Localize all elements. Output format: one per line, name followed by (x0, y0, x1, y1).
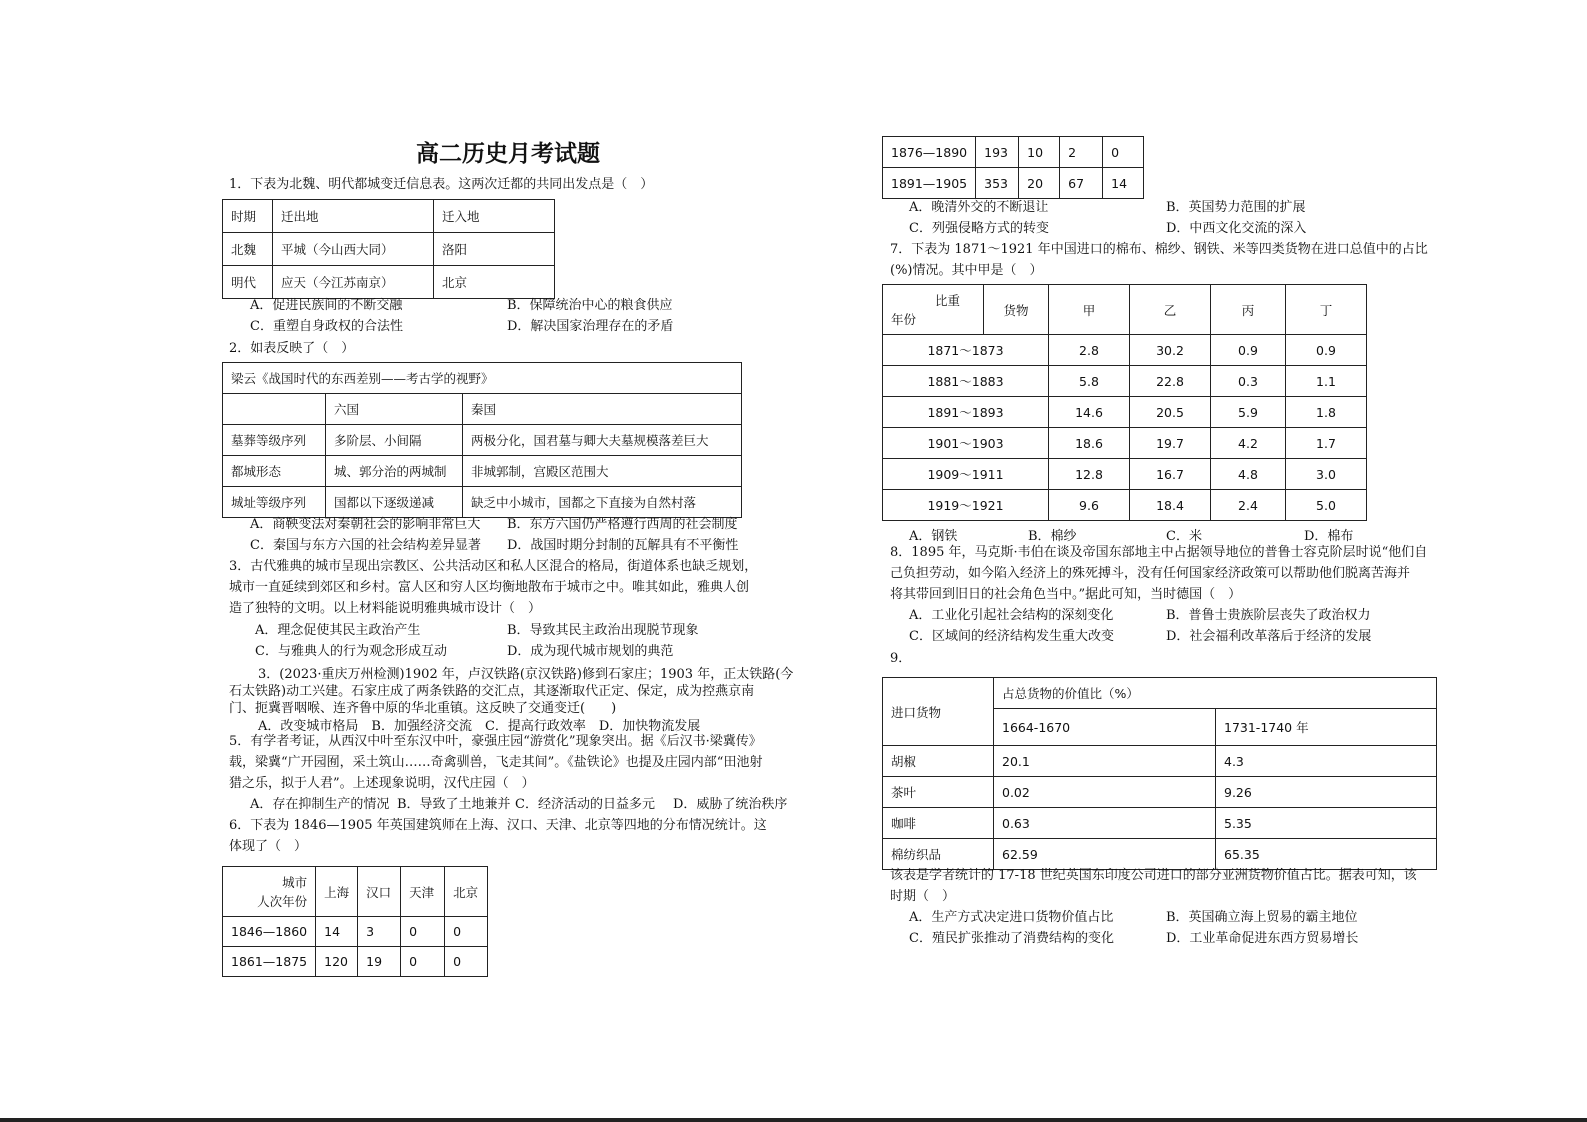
table-row (223, 917, 488, 947)
table-row (223, 233, 555, 266)
table-cell: 9.6 (1049, 490, 1130, 521)
table-cell: 4.3 (1216, 746, 1437, 777)
q4-line: 3．(2023·重庆万州检测)1902 年，卢汉铁路(京汉铁路)修到石家庄；1903 年，正太铁路(今 (258, 667, 794, 682)
q6-city-header: 汉口 (358, 867, 401, 917)
table-cell: 1.1 (1286, 366, 1367, 397)
q3-line: 造了独特的文明。以上材料能说明雅典城市设计（ ） (229, 601, 542, 616)
table-cell: 胡椒 (883, 746, 994, 777)
q4-line: 石太铁路)动工兴建。石家庄成了两条铁路的交汇点，其逐渐取代正定、保定，成为控燕京南 (229, 684, 755, 699)
table-cell: 1.7 (1286, 428, 1367, 459)
q9-option-d[interactable]: D．工业革命促进东西方贸易增长 (1166, 931, 1359, 946)
table-cell: 应天（今江苏南京） (273, 266, 434, 299)
q1-option-c[interactable]: C．重塑自身政权的合法性 (250, 319, 403, 334)
table-row (223, 266, 555, 299)
table-cell: 棉纺织品 (883, 839, 994, 870)
q1-header-cell: 迁入地 (434, 200, 555, 233)
table-cell: 非城郭制，宫殿区范围大 (463, 456, 742, 487)
q6-option-b[interactable]: B．英国势力范围的扩展 (1166, 200, 1306, 215)
q9-option-a[interactable]: A．生产方式决定进口货物价值占比 (909, 910, 1114, 925)
table-cell: 1846—1860 (223, 917, 316, 947)
table-cell: 0.02 (994, 777, 1216, 808)
table-cell: 9.26 (1216, 777, 1437, 808)
q7-col-header: 丁 (1286, 285, 1367, 335)
table-cell: 1891～1893 (883, 397, 1049, 428)
q2-stem: 2．如表反映了（ ） (229, 341, 355, 356)
table-cell: 都城形态 (223, 456, 326, 487)
table-cell: 咖啡 (883, 808, 994, 839)
table-row (883, 366, 1367, 397)
table-cell: 0 (1103, 137, 1144, 168)
table-cell: 18.6 (1049, 428, 1130, 459)
table-cell: 0.3 (1211, 366, 1286, 397)
q3-line: 3．古代雅典的城市呈现出宗教区、公共活动区和私人区混合的格局，街道体系也缺乏规划， (229, 559, 758, 574)
q9-period: 1731-1740 年 (1216, 709, 1437, 746)
q2-header-cell: 秦国 (463, 394, 742, 425)
table-cell: 洛阳 (434, 233, 555, 266)
q2-option-c[interactable]: C．秦国与东方六国的社会结构差异显著 (250, 538, 481, 553)
table-cell: 19.7 (1130, 428, 1211, 459)
table-cell: 20.1 (994, 746, 1216, 777)
table-cell: 193 (976, 137, 1019, 168)
table-cell: 5.8 (1049, 366, 1130, 397)
table-cell: 353 (976, 168, 1019, 199)
q7-line: (%)情况。其中甲是（ ） (890, 263, 1043, 278)
table-cell: 16.7 (1130, 459, 1211, 490)
table-cell: 1901～1903 (883, 428, 1049, 459)
q8-line: 将其带回到旧日的社会角色当中。”据此可知，当时德国（ ） (890, 587, 1242, 602)
q3-option-a[interactable]: A．理念促使其民主政治产生 (255, 623, 421, 638)
table-cell: 4.2 (1211, 428, 1286, 459)
q1-stem: 1．下表为北魏、明代都城变迁信息表。这两次迁都的共同出发点是（ ） (229, 177, 654, 192)
q1-header-cell: 时期 (223, 200, 273, 233)
table-cell: 0 (401, 947, 445, 977)
table-cell: 北京 (434, 266, 555, 299)
table-row (883, 459, 1367, 490)
table-cell: 10 (1019, 137, 1060, 168)
table-cell: 0 (401, 917, 445, 947)
table-cell: 1891—1905 (883, 168, 976, 199)
q7-col-header: 甲 (1049, 285, 1130, 335)
q6-corner-cell (223, 867, 316, 917)
q4-line: 门、扼冀晋咽喉、连齐鲁中原的华北重镇。这反映了交通变迁( ) (229, 701, 617, 716)
table-row (223, 487, 742, 518)
table-cell: 国都以下逐级递减 (326, 487, 463, 518)
q7-col-header: 丙 (1211, 285, 1286, 335)
table-cell: 30.2 (1130, 335, 1211, 366)
q6-line: 体现了（ ） (229, 839, 308, 854)
q1-option-d[interactable]: D．解决国家治理存在的矛盾 (507, 319, 674, 334)
q4-options[interactable]: A．改变城市格局 B．加强经济交流 C．提高行政效率 D．加快物流发展 (258, 719, 701, 734)
q7-table (882, 284, 1367, 521)
q7-corner-b: 年份 (891, 311, 917, 327)
q6-option-d[interactable]: D．中西文化交流的深入 (1166, 221, 1307, 236)
q3-option-d[interactable]: D．成为现代城市规划的典范 (507, 644, 674, 659)
q5-option-b[interactable]: B．导致了土地兼并 (397, 797, 511, 812)
table-row (883, 137, 1144, 168)
table-cell: 20.5 (1130, 397, 1211, 428)
q6-option-c[interactable]: C．列强侵略方式的转变 (909, 221, 1049, 236)
table-cell: 0 (445, 947, 488, 977)
q6-option-a[interactable]: A．晚清外交的不断退让 (909, 200, 1049, 215)
table-cell: 2.8 (1049, 335, 1130, 366)
table-row (223, 947, 488, 977)
q1-table (222, 199, 555, 299)
table-cell: 18.4 (1130, 490, 1211, 521)
q9-period: 1664-1670 (994, 709, 1216, 746)
table-cell: 14.6 (1049, 397, 1130, 428)
q8-line: 8．1895 年，马克斯·韦伯在谈及帝国东部地主中占据领导地位的普鲁士容克阶层时说“他们自 (890, 545, 1428, 560)
q8-line: 己负担劳动，如今陷入经济上的殊死搏斗，没有任何国家经济政策可以帮助他们脱离苦海并 (890, 566, 1411, 581)
table-cell: 0.9 (1286, 335, 1367, 366)
q6-corner-bottom: 人次年份 (257, 893, 308, 909)
table-row (883, 490, 1367, 521)
q2-header-cell (223, 394, 326, 425)
page-title: 高二历史月考试题 (416, 141, 600, 167)
q2-header-cell: 六国 (326, 394, 463, 425)
table-cell: 5.0 (1286, 490, 1367, 521)
table-cell: 墓葬等级序列 (223, 425, 326, 456)
table-cell: 两极分化，国君墓与卿大夫墓规模落差巨大 (463, 425, 742, 456)
q7-col-header: 乙 (1130, 285, 1211, 335)
table-row (883, 397, 1367, 428)
table-cell: 4.8 (1211, 459, 1286, 490)
q2-option-a[interactable]: A．商鞅变法对秦朝社会的影响非常巨大 (250, 517, 481, 532)
table-cell: 茶叶 (883, 777, 994, 808)
q3-option-b[interactable]: B．导致其民主政治出现脱节现象 (507, 623, 699, 638)
q6-city-header: 天津 (401, 867, 445, 917)
q6-line: 6．下表为 1846—1905 年英国建筑师在上海、汉口、天津、北京等四地的分布情况统计。这 (229, 818, 767, 833)
table-cell: 0 (445, 917, 488, 947)
q9-option-c[interactable]: C．殖民扩张推动了消费结构的变化 (909, 931, 1114, 946)
q3-line: 城市一直延续到郊区和乡村。富人区和穷人区均衡地散布于城市之中。唯其如此，雅典人创 (229, 580, 750, 595)
q8-option-d[interactable]: D．社会福利改革落后于经济的发展 (1166, 629, 1372, 644)
table-cell: 缺乏中小城市，国都之下直接为自然村落 (463, 487, 742, 518)
table-cell: 2 (1060, 137, 1103, 168)
table-row (883, 168, 1144, 199)
table-cell: 67 (1060, 168, 1103, 199)
q9-head-left: 进口货物 (883, 678, 994, 746)
table-cell: 1881～1883 (883, 366, 1049, 397)
table-cell: 1.8 (1286, 397, 1367, 428)
table-cell: 5.9 (1211, 397, 1286, 428)
table-cell: 12.8 (1049, 459, 1130, 490)
q7-option-b[interactable]: B．棉纱 (1028, 529, 1077, 544)
table-cell: 14 (1103, 168, 1144, 199)
table-cell: 22.8 (1130, 366, 1211, 397)
table-row (223, 425, 742, 456)
q2-caption: 梁云《战国时代的东西差别——考古学的视野》 (223, 363, 742, 394)
q1-header-cell: 迁出地 (273, 200, 434, 233)
q1-option-a[interactable]: A．促进民族间的不断交融 (250, 298, 403, 313)
table-row (883, 777, 1437, 808)
table-cell: 0.63 (994, 808, 1216, 839)
table-cell: 0.9 (1211, 335, 1286, 366)
q8-option-c[interactable]: C．区域间的经济结构发生重大改变 (909, 629, 1114, 644)
q5-option-a[interactable]: A．存在抑制生产的情况 (250, 797, 390, 812)
q9-line: 时期（ ） (890, 889, 956, 904)
q5-line: 5．有学者考证，从西汉中叶至东汉中叶，豪强庄园“游赏化”现象突出。据《后汉书·梁冀传》 (229, 734, 762, 749)
q9-number: 9． (890, 651, 912, 666)
table-cell: 平城（今山西大同） (273, 233, 434, 266)
table-cell: 65.35 (1216, 839, 1437, 870)
q8-option-a[interactable]: A．工业化引起社会结构的深刻变化 (909, 608, 1114, 623)
q2-table (222, 362, 742, 518)
q9-line: 该表是学者统计的 17-18 世纪英国东印度公司进口的部分亚洲货物价值占比。据表可知，该 (890, 868, 1417, 883)
table-cell: 城址等级序列 (223, 487, 326, 518)
q5-option-d[interactable]: D．威胁了统治秩序 (673, 797, 788, 812)
q7-corner-a: 比重 (935, 292, 961, 308)
table-cell: 明代 (223, 266, 273, 299)
table-cell: 北魏 (223, 233, 273, 266)
table-row (883, 808, 1437, 839)
q5-line: 载，梁冀“广开园囿，采土筑山……奇禽驯兽，飞走其间”。《盐铁论》也提及庄园内部“田池射 (229, 755, 763, 770)
q8-option-b[interactable]: B．普鲁士贵族阶层丧失了政治权力 (1166, 608, 1371, 623)
q6-table-part1 (222, 866, 488, 977)
table-cell: 14 (316, 917, 358, 947)
q5-option-c[interactable]: C．经济活动的日益多元 (515, 797, 655, 812)
table-row (883, 428, 1367, 459)
q6-corner-top: 城市 (282, 874, 308, 890)
q7-corner-cell (883, 285, 984, 335)
table-cell: 3 (358, 917, 401, 947)
q7-corner-c: 货物 (984, 285, 1049, 335)
q7-option-d[interactable]: D．棉布 (1304, 529, 1354, 544)
q2-option-b[interactable]: B．东方六国仍严格遵行西周的社会制度 (507, 517, 738, 532)
table-cell: 3.0 (1286, 459, 1367, 490)
q2-option-d[interactable]: D．战国时期分封制的瓦解具有不平衡性 (507, 538, 739, 553)
q6-city-header: 上海 (316, 867, 358, 917)
table-cell: 1871～1873 (883, 335, 1049, 366)
table-row (223, 456, 742, 487)
q6-table-part2 (882, 136, 1144, 199)
q7-option-a[interactable]: A．钢铁 (909, 529, 958, 544)
table-cell: 2.4 (1211, 490, 1286, 521)
q9-option-b[interactable]: B．英国确立海上贸易的霸主地位 (1166, 910, 1358, 925)
q9-head-top: 占总货物的价值比（%） (994, 678, 1437, 709)
table-cell: 城、郭分治的两城制 (326, 456, 463, 487)
table-cell: 19 (358, 947, 401, 977)
table-row (883, 335, 1367, 366)
table-cell: 1876—1890 (883, 137, 976, 168)
q5-line: 猎之乐，拟于人君”。上述现象说明，汉代庄园（ ） (229, 776, 535, 791)
q9-table (882, 677, 1437, 870)
q7-line: 7．下表为 1871～1921 年中国进口的棉布、棉纱、钢铁、米等四类货物在进口总值中的占比 (890, 242, 1428, 257)
bottom-border (0, 1118, 1587, 1122)
table-cell: 1861—1875 (223, 947, 316, 977)
q7-option-c[interactable]: C．米 (1166, 529, 1202, 544)
table-cell: 1919～1921 (883, 490, 1049, 521)
table-cell: 1909～1911 (883, 459, 1049, 490)
table-cell: 62.59 (994, 839, 1216, 870)
q1-option-b[interactable]: B．保障统治中心的粮食供应 (507, 298, 673, 313)
table-row (883, 746, 1437, 777)
table-cell: 20 (1019, 168, 1060, 199)
table-cell: 多阶层、小间隔 (326, 425, 463, 456)
q6-city-header: 北京 (445, 867, 488, 917)
table-cell: 120 (316, 947, 358, 977)
table-cell: 5.35 (1216, 808, 1437, 839)
q3-option-c[interactable]: C．与雅典人的行为观念形成互动 (255, 644, 447, 659)
